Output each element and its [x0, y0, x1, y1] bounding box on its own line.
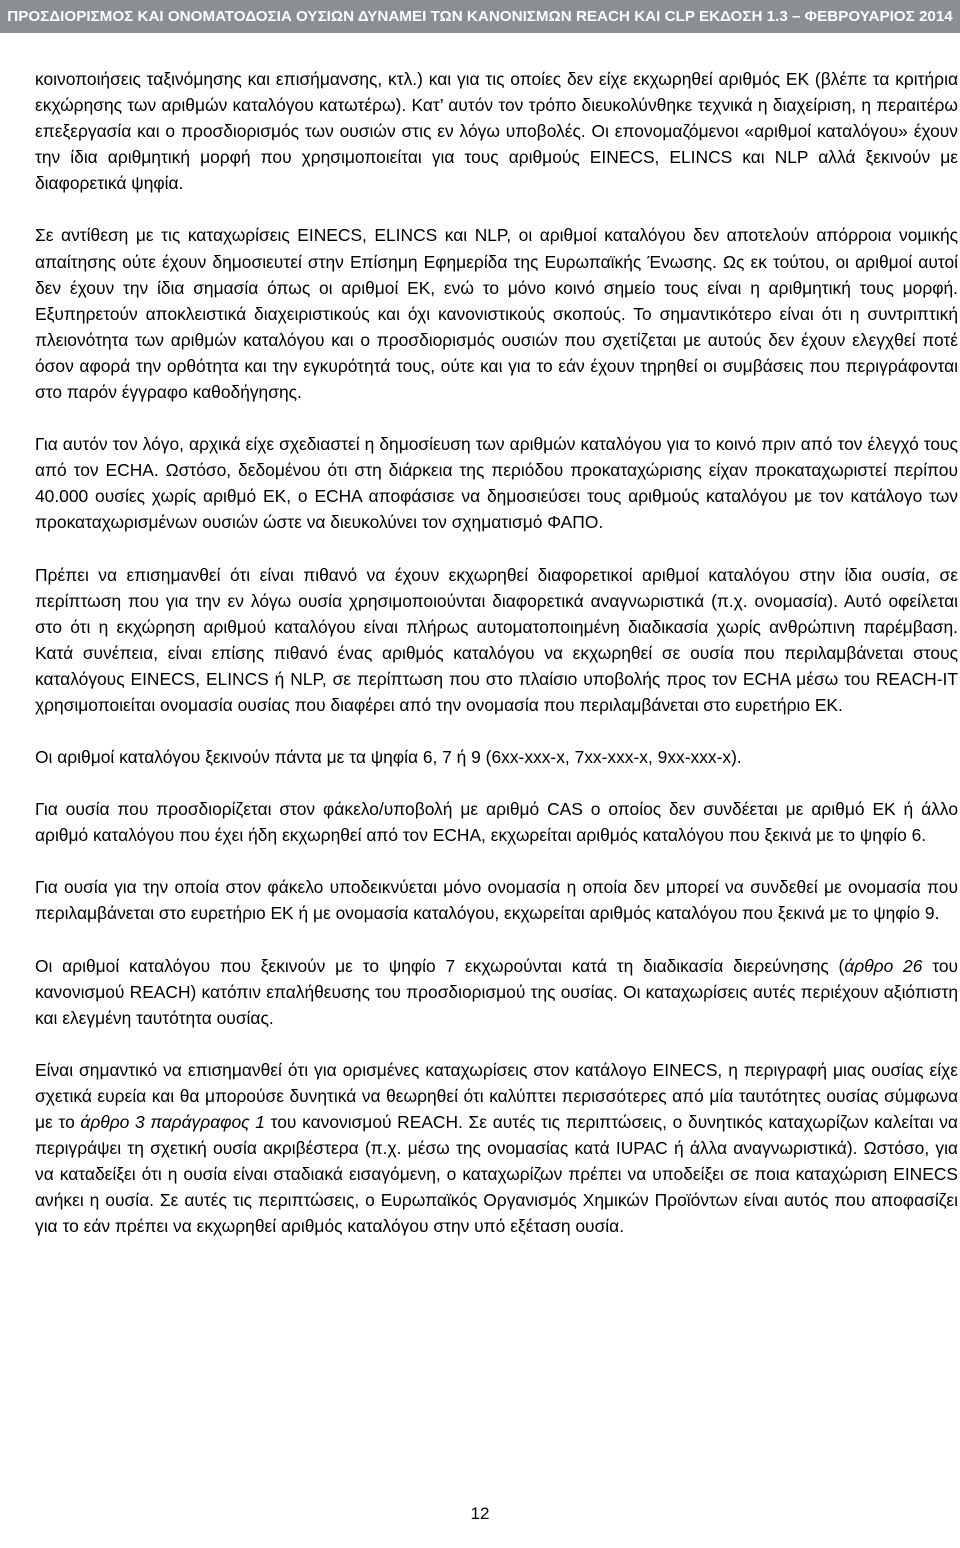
header-and: ΚΑΙ [634, 8, 661, 25]
header-title: ΠΡΟΣΔΙΟΡΙΣΜΟΣ ΚΑΙ ΟΝΟΜΑΤΟΔΟΣΙΑ ΟΥΣΙΩΝ ΔΥΝΑΜΕΙ ΤΩΝ ΚΑΝΟΝΙΣΜΩΝ [7, 8, 572, 25]
paragraph [35, 1057, 958, 1240]
paragraph: Για ουσία που προσδιορίζεται στον φάκελο/υποβολή με αριθμό CAS ο οποίος δεν συνδέεται με αριθμό ΕΚ ή άλλο αριθμό καταλόγου που έχει ήδη εκχωρηθεί από τον ECHA, εκχωρείται αριθμός καταλόγου που ξεκινά με το ψηφίο 6. [35, 799, 958, 846]
paragraph [35, 953, 958, 1031]
header-reach: REACH [575, 8, 630, 25]
paragraph-text: Οι αριθμοί καταλόγου που ξεκινούν με το ψηφίο 7 εκχωρούνται κατά τη διαδικασία διερεύνησης ( [35, 955, 845, 976]
paragraph-text: του κανονισμού REACH. Σε αυτές τις περιπτώσεις, ο δυνητικός καταχωρίζων καλείται να περιγράψει τη σχετική ουσία ακριβέστερα (π.χ. μέσω της ονομασίας κατά IUPAC ή άλλα αναγνωριστικά). Ωστόσο, για να καταδείξει ότι η ουσία είναι σταδιακά εισαγόμενη, ο καταχωρίζων πρέπει να υποδείξει σε ποια καταχώριση EINECS ανήκει η ουσία. Σε αυτές τις περιπτώσεις, ο Ευρωπαϊκός Οργανισμός Χημικών Προϊόντων είναι αυτός που αποφασίζει για το εάν πρέπει να εκχωρηθεί αριθμός καταλόγου στην υπό εξέταση ουσία. [35, 1112, 958, 1237]
paragraph: Πρέπει να επισημανθεί ότι είναι πιθανό να έχουν εκχωρηθεί διαφορετικοί αριθμοί καταλόγου στην ίδια ουσία, σε περίπτωση που για την εν λόγω ουσία χρησιμοποιούνται διαφορετικά αναγνωριστικά (π.χ. ονομασία). Αυτό οφείλεται στο ότι η εκχώρηση αριθμού καταλόγου είναι πλήρως αυτοματοποιημένη διαδικασία χωρίς ανθρώπινη παρέμβαση. Κατά συνέπεια, είναι επίσης πιθανό ένας αριθμός καταλόγου να εκχωρηθεί σε ουσία που περιλαμβάνεται στους καταλόγους EINECS, ELINCS ή NLP, σε περίπτωση που στο πλαίσιο υποβολής προς τον ECHA μέσω του REACH-IT χρησιμοποιείται ονομασία ουσίας που διαφέρει από την ονομασία που περιλαμβάνεται στο ευρετήριο ΕΚ. [35, 564, 958, 715]
paragraph: Για αυτόν τον λόγο, αρχικά είχε σχεδιαστεί η δημοσίευση των αριθμών καταλόγου για το κοινό πριν από τον έλεγχό τους από τον ECHA. Ωστόσο, δεδομένου ότι στη διάρκεια της περιόδου προκαταχώρισης είχαν προκαταχωριστεί περίπου 40.000 ουσίες χωρίς αριθμό ΕΚ, ο ECHA αποφάσισε να δημοσιεύσει τους αριθμούς καταλόγου με τον κατάλογο των προκαταχωρισμένων ουσιών ώστε να διευκολύνει τον σχηματισμό ΦΑΠΟ. [35, 434, 958, 533]
document-header [0, 0, 960, 33]
paragraph: Σε αντίθεση με τις καταχωρίσεις EINECS, ELINCS και NLP, οι αριθμοί καταλόγου δεν αποτελούν απόρροια νομικής απαίτησης ούτε έχουν δημοσιευτεί στην Επίσημη Εφημερίδα της Ευρωπαϊκής Ένωσης. Ως εκ τούτου, οι αριθμοί αυτοί δεν έχουν την ίδια σημασία όπως οι αριθμοί ΕΚ, ενώ το μόνο κοινό σημείο τους είναι η αριθμητική τους μορφή. Εξυπηρετούν αποκλειστικά διαχειριστικούς και όχι κανονιστικούς σκοπούς. Το σημαντικότερο είναι ότι η συντριπτική πλειονότητα των αριθμών καταλόγου και ο προσδιορισμός ουσιών που σχετίζεται με αυτούς δεν έχουν ελεγχθεί ποτέ όσον αφορά την ορθότητα και την εγκυρότητά τους, ούτε και για το εάν έχουν τηρηθεί οι συμβάσεις που περιγράφονται στο παρόν έγγραφο καθοδήγησης. [35, 225, 958, 403]
header-clp: CLP [664, 8, 695, 25]
paragraph: Για ουσία για την οποία στον φάκελο υποδεικνύεται μόνο ονομασία η οποία δεν μπορεί να συνδεθεί με ονομασία που περιλαμβάνεται στο ευρετήριο ΕΚ ή με ονομασία καταλόγου, εκχωρείται αριθμός καταλόγου που ξεκινά με το ψηφίο 9. [35, 877, 958, 924]
page-number: 12 [470, 1504, 490, 1523]
article-reference: άρθρο 3 παράγραφος 1 [80, 1112, 265, 1132]
document-body [35, 66, 958, 1265]
paragraph: κοινοποιήσεις ταξινόμησης και επισήμανσης, κτλ.) και για τις οποίες δεν είχε εκχωρηθεί αριθμός ΕΚ (βλέπε τα κριτήρια εκχώρησης των αριθμών καταλόγου κατωτέρω). Κατ’ αυτόν τον τρόπο διευκολύνθηκε τεχνικά η διαχείριση, η περαιτέρω επεξεργασία και ο προσδιορισμός των ουσιών στις εν λόγω υποβολές. Οι επονομαζόμενοι «αριθμοί καταλόγου» έχουν την ίδια αριθμητική μορφή που χρησιμοποιείται για τους αριθμούς EINECS, ELINCS και NLP αλλά ξεκινούν με διαφορετικά ψηφία. [35, 69, 958, 194]
header-edition: ΕΚΔΟΣΗ 1.3 – ΦΕΒΡΟΥΑΡΙΟΣ 2014 [698, 8, 953, 25]
paragraph-text: του κανονισμού REACH) κατόπιν επαλήθευσης του προσδιορισμού της ουσίας. Οι καταχωρίσεις αυτές περιέχουν αξιόπιστη και ελεγμένη ταυτότητα ουσίας. [35, 955, 958, 1028]
paragraph: Οι αριθμοί καταλόγου ξεκινούν πάντα με τα ψηφία 6, 7 ή 9 (6xx-xxx-x, 7xx-xxx-x, 9xx-xxx-x). [35, 747, 742, 768]
paragraph-text: Είναι σημαντικό να επισημανθεί ότι για ορισμένες καταχωρίσεις στον κατάλογο EINECS, η περιγραφή μιας ουσίας είχε σχετικά ευρεία και θα μπορούσε δυνητικά να θεωρηθεί ότι καλύπτει περισσότερες από μία ταυτότητες ουσίας σύμφωνα με το [35, 1059, 958, 1132]
article-reference: άρθρο 26 [844, 955, 923, 976]
